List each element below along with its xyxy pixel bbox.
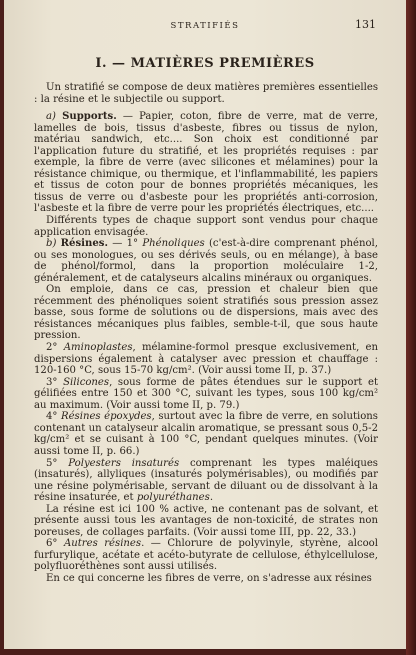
resines-paragraph-5	[34, 458, 378, 504]
resines-keyword: Résines.	[60, 238, 108, 250]
resines-paragraph-1	[34, 238, 378, 284]
resines-paragraph-7: En ce qui concerne les fibres de verre, on s'adresse aux résines	[46, 572, 372, 584]
resines-p5-text: comprenant les types maléiques (insaturés), allyliques (insaturés polymérisables), ou modifiés par une résine polymérisable, servant de diluant ou de dissolvant à la résine insaturée, et	[34, 457, 378, 504]
resines-p2-term: Aminoplastes	[63, 342, 133, 354]
resines-paragraph-3	[34, 377, 378, 412]
resines-p5-term2: polyuréthanes	[136, 492, 210, 504]
resines-p5-end: .	[209, 492, 214, 504]
book-page	[4, 0, 406, 649]
resines-paragraph-5b: La résine est ici 100 % active, ne contenant pas de solvant, et présente aussi tous les avantages de non-toxicité, de strates non poreuses, de collages parfaits. (Voir aussi tome III, pp. 22, 33.)	[34, 503, 378, 538]
resines-p2-text: , mélamine-formol presque exclusivement, en dispersions également à catalyser avec pression et chauffage : 120-160 °C, sous 15-70 kg/cm². (Voir aussi tome II, p. 37.)	[34, 342, 378, 377]
resines-p2-num: 2°	[46, 342, 64, 354]
resines-p1-num: — 1°	[107, 238, 143, 250]
resines-paragraph-6	[34, 538, 378, 573]
resines-p3-text: , sous forme de pâtes étendues sur le support et gélifiées entre 150 et 300 °C, suivant les types, sous 100 kg/cm² au maximum. (Voir aussi tome II, p. 79.)	[34, 376, 378, 411]
resines-p3-num: 3°	[46, 376, 64, 388]
resines-label: b)	[46, 238, 57, 250]
resines-p1-text: (c'est-à-dire comprenant phénol, ou ses monologues, ou ses dérivés seuls, ou en mélange), à base de phénol/formol, dans la proportion moléculaire 1-2, généralement, et de catalyseurs alcalins minéraux ou organiques.	[34, 238, 378, 284]
resines-p3-term: Silicones	[63, 376, 110, 388]
page-number: 131	[355, 18, 376, 31]
supports-keyword: Supports.	[62, 111, 117, 123]
section-heading: I. — MATIÈRES PREMIÈRES	[95, 56, 315, 71]
resines-p4-term: Résines époxydes	[60, 411, 152, 423]
supports-paragraph-2: Différents types de chaque support sont vendus pour chaque application envisagée.	[34, 215, 378, 238]
supports-text: — Papier, coton, fibre de verre, mat de verre, lamelles de bois, tissus d'asbeste, fibres ou tissus de nylon, matériau sandwich, etc.... Son choix est conditionné par l'application future du stratifié, et les propriétés requises : par exemple, la fibre de verre (avec silicones et mélamines) pour la résistance chimique, ou thermique, et l'inflammabilité, les papiers et tissus de coton pour de bonnes propriétés mécaniques, les tissus de verre ou d'asbeste pour les propriétés anti-corrosion, l'asbeste et la fibre de verre pour les propriétés électriques, etc....	[34, 111, 378, 215]
resines-p6-text: . — Chlorure de polyvinyle, styrène, alcool furfurylique, acétate et acéto-butyrate de cellulose, éthylcellulose, polyfluoréthènes sont aussi utilisés.	[34, 538, 378, 573]
running-head: STRATIFIÉS	[170, 21, 240, 31]
resines-p5-num: 5°	[46, 457, 69, 469]
resines-paragraph-1b: On emploie, dans ce cas, pression et chaleur bien que récemment des phénoliques soient stratifiés sous pression assez basse, sous forme de solutions ou de dispersions, mais avec des résistances mécaniques plus faibles, semble-t-il, que sous haute pression.	[34, 284, 378, 342]
book-cover-edge	[406, 0, 416, 655]
supports-label: a)	[46, 111, 56, 123]
resines-p6-term: Autres résines	[63, 538, 142, 550]
resines-p1-term: Phénoliques	[142, 238, 205, 250]
body-text	[34, 82, 378, 585]
resines-paragraph-2	[34, 342, 378, 377]
resines-p4-num: 4°	[46, 411, 61, 423]
supports-paragraph	[34, 111, 378, 215]
resines-p4-text: , surtout avec la fibre de verre, en solutions contenant un catalyseur alcalin aromatique, se pressant sous 0,5-2 kg/cm² et se cuisant à 100 °C, pendant quelques minutes. (Voir aussi tome II, p. 66.)	[34, 411, 378, 457]
intro-paragraph: Un stratifié se compose de deux matières premières essentielles : la résine et le subjectile ou support.	[34, 82, 378, 105]
resines-p6-num: 6°	[46, 538, 64, 550]
resines-p5-term: Polyesters insaturés	[68, 457, 180, 469]
resines-paragraph-4	[34, 411, 378, 457]
